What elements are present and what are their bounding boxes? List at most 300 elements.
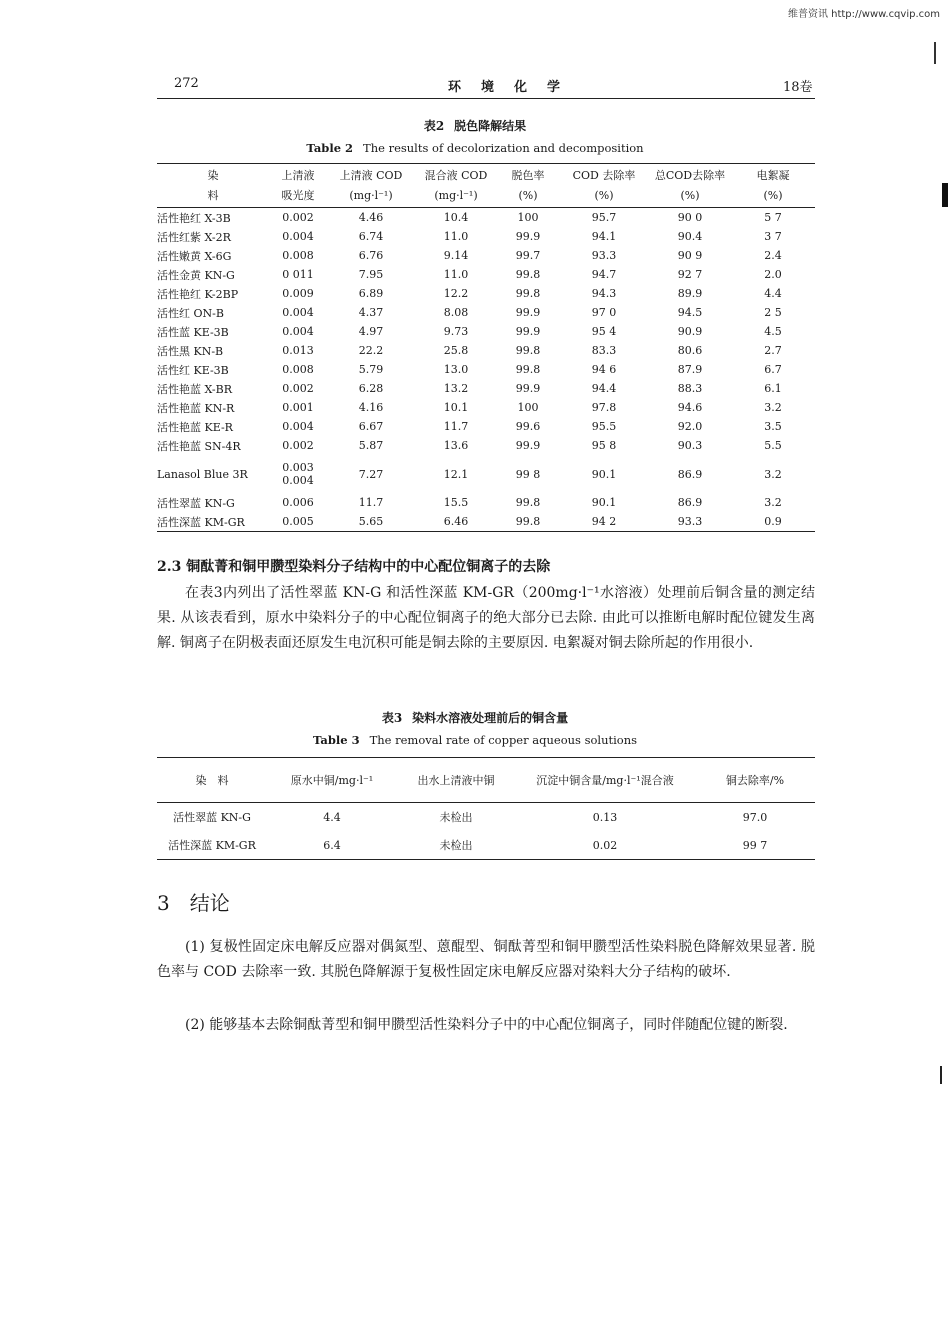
table2-header-cell: [559, 164, 649, 208]
table2-cell-line: 99.8: [515, 363, 541, 376]
table2-cell-line: 95 8: [591, 439, 617, 452]
table2-value-cell: [731, 341, 815, 360]
table2-cell-line: 9.14: [443, 249, 469, 262]
table2-cell-line: 0.002: [282, 439, 314, 452]
table2-value-cell: [269, 322, 327, 341]
table2-value-cell: [415, 227, 497, 246]
table2-value-cell: [415, 398, 497, 417]
table-row: [157, 284, 815, 303]
table2-cell-line: 97 0: [591, 306, 617, 319]
table2-value-cell: [649, 455, 731, 493]
table2-value-cell: [649, 379, 731, 398]
table2-value-cell: [649, 208, 731, 228]
table2-cell-line: 99.9: [515, 306, 541, 319]
table3-body: [157, 803, 815, 860]
table2-value-cell: [649, 284, 731, 303]
table2-value-cell: [497, 379, 559, 398]
table2-cell-line: 3.2: [764, 496, 782, 509]
table3-cell: 4.4: [323, 810, 341, 824]
table2-value-cell: [269, 493, 327, 512]
table2-value-cell: [559, 512, 649, 532]
table2-dye-cell: [157, 398, 269, 417]
table2-value-cell: [415, 455, 497, 493]
table2-cell-line: 99.9: [515, 382, 541, 395]
table3-cell: 6.4: [323, 838, 341, 852]
table2-header-line: 混合液 COD: [424, 168, 488, 182]
table2-cell-line: 90.9: [677, 325, 703, 338]
table2-value-cell: [559, 379, 649, 398]
table2-cell-line: 3.2: [764, 467, 782, 481]
table2-cell-line: 94 2: [591, 515, 617, 528]
page-number: 272: [174, 76, 199, 91]
table2-cell-line: 92.0: [677, 420, 703, 433]
table2-value-cell: [269, 436, 327, 455]
table2-cell-line: 92 7: [677, 268, 703, 281]
table2-cell-line: 3.2: [764, 401, 782, 414]
table2-header-line: (%): [763, 188, 783, 202]
table2-cell-line: 11.0: [443, 268, 469, 281]
table2-value-cell: [731, 417, 815, 436]
table2-value-cell: [415, 208, 497, 228]
table2-value-cell: [497, 341, 559, 360]
table2-header-line: 料: [207, 188, 219, 202]
table2-value-cell: [497, 246, 559, 265]
table2-value-cell: [497, 455, 559, 493]
table2-cell-line: 94.3: [591, 287, 617, 300]
table2-cell-line: 99.8: [515, 344, 541, 357]
table-row: [157, 417, 815, 436]
table2-cell-line: 0.002: [282, 211, 314, 224]
table2-cell-line: 2 5: [764, 306, 782, 319]
table2-value-cell: [327, 265, 415, 284]
table3-title-cn: 染料水溶液处理前后的铜含量: [412, 711, 569, 725]
table2-cell-line: 99.8: [515, 268, 541, 281]
table2-cell-line: 12.1: [443, 467, 469, 481]
table2-cell-line: 12.2: [443, 287, 469, 300]
table2-value-cell: [327, 493, 415, 512]
table2-cell-line: 25.8: [443, 344, 469, 357]
table2-cell-line: 0.004: [282, 420, 314, 433]
table2-value-cell: [649, 322, 731, 341]
table2-cell-line: 6.74: [358, 230, 384, 243]
table2-cell-line: 13.0: [443, 363, 469, 376]
table-row: [157, 322, 815, 341]
table2-cell-line: 94 6: [591, 363, 617, 376]
journal-title: 环境化学: [448, 80, 581, 95]
table2-value-cell: [327, 512, 415, 532]
table2-value-cell: [327, 341, 415, 360]
table-row: [157, 208, 815, 228]
table2-cell-line: 99.6: [515, 420, 541, 433]
table2-value-cell: [269, 265, 327, 284]
table2-value-cell: [731, 493, 815, 512]
table2-value-cell: [269, 512, 327, 532]
table2-value-cell: [415, 265, 497, 284]
section-2-3-paragraph: 在表3内列出了活性翠蓝 KN-G 和活性深蓝 KM-GR（200mg·l⁻¹水溶液）处理前后铜含量的测定结果. 从该表看到，原水中染料分子的中心配位铜离子的绝大部分已去除. 由此可以推断电解时配位键发生离解. 铜离子在阴极表面还原发生电沉积可能是铜去除的主要原因. 电絮凝对铜去除所起的作用很小.: [157, 585, 815, 651]
table2-cell-line: 94.1: [591, 230, 617, 243]
table-row: [157, 303, 815, 322]
table2-cell-line: 6.67: [358, 420, 384, 433]
table2-value-cell: [497, 398, 559, 417]
table2-value-cell: [649, 341, 731, 360]
table2-caption-en: [0, 141, 950, 155]
table2-value-cell: [415, 341, 497, 360]
table2-cell-line: 100: [517, 211, 539, 224]
table2-cell-line: 15.5: [443, 496, 469, 509]
table2-value-cell: [559, 398, 649, 417]
table2-value-cell: [269, 341, 327, 360]
table2-value-cell: [415, 303, 497, 322]
table2-header-line: (%): [518, 188, 538, 202]
table2-cell-line: 0.004: [282, 230, 314, 243]
table2-value-cell: [731, 512, 815, 532]
table2-cell-line: 86.9: [677, 496, 703, 509]
table2-cell-line: 4.4: [764, 287, 782, 300]
table3-cell: 99 7: [742, 838, 768, 852]
table2-cell-line: 活性翠蓝 KN-G: [157, 496, 235, 510]
table2-cell-line: 97.8: [591, 401, 617, 414]
table2-cell-line: 0.006: [282, 496, 314, 509]
table2-cell-line: 0.013: [282, 344, 314, 357]
table2-value-cell: [269, 227, 327, 246]
table2-value-cell: [731, 284, 815, 303]
table2-value-cell: [327, 284, 415, 303]
table2-value-cell: [731, 265, 815, 284]
table2-value-cell: [731, 246, 815, 265]
table3-caption-en: [0, 733, 950, 747]
table2-value-cell: [269, 246, 327, 265]
table3-title-en: The removal rate of copper aqueous solutions: [369, 733, 638, 747]
table2-header-line: 吸光度: [281, 188, 315, 202]
table-row: [157, 398, 815, 417]
table-row: [157, 831, 815, 860]
table3-header-cell: 原水中铜/mg·l⁻¹: [290, 774, 374, 787]
table2-cell-line: 89.9: [677, 287, 703, 300]
table2-cell-line: 9.73: [443, 325, 469, 338]
table2-cell-line: 95.7: [591, 211, 617, 224]
table2-value-cell: [559, 417, 649, 436]
table2-value-cell: [731, 455, 815, 493]
table2-value-cell: [415, 379, 497, 398]
table-row: [157, 265, 815, 284]
table2-cell-line: 99.9: [515, 439, 541, 452]
table2-value-cell: [497, 417, 559, 436]
table2-value-cell: [415, 493, 497, 512]
table2-dye-cell: [157, 265, 269, 284]
table2-value-cell: [649, 246, 731, 265]
table2-title-cn: 脱色降解结果: [454, 119, 527, 133]
table2-cell-line: 86.9: [677, 467, 703, 481]
table2-value-cell: [559, 265, 649, 284]
table3-cell: 活性深蓝 KM-GR: [168, 839, 256, 852]
table3-header-row: [157, 758, 815, 803]
table2-value-cell: [269, 455, 327, 493]
table2-dye-cell: [157, 303, 269, 322]
table2-header-line: 上清液: [281, 168, 315, 182]
table2-value-cell: [327, 379, 415, 398]
table2-cell-line: 活性艳蓝 KE-R: [157, 420, 233, 434]
table2-value-cell: [649, 303, 731, 322]
table2-label-cn: 表2: [423, 119, 445, 133]
table-row: [157, 455, 815, 493]
table2-cell-line: 活性艳红 X-3B: [157, 211, 231, 225]
table2-value-cell: [731, 379, 815, 398]
table2-cell-line: 90.1: [591, 467, 617, 481]
table2-cell-line: 100: [517, 401, 539, 414]
table2-dye-cell: [157, 455, 269, 493]
table2-cell-line: 7.95: [358, 268, 384, 281]
conclusion-item-1: (1) 复极性固定床电解反应器对偶氮型、蒽醌型、铜酞菁型和铜甲臜型活性染料脱色降解效果显著. 脱色率与 COD 去除率一致. 其脱色降解源于复极性固定床电解反应器对染料大分子结构的破坏.: [157, 939, 815, 980]
table2-header-cell: [157, 164, 269, 208]
table2-dye-cell: [157, 246, 269, 265]
table2-cell-line: 99.8: [515, 287, 541, 300]
table2-value-cell: [559, 436, 649, 455]
table2-cell-line: 10.4: [443, 211, 469, 224]
table2-value-cell: [327, 417, 415, 436]
table2-value-cell: [559, 227, 649, 246]
table2-value-cell: [497, 360, 559, 379]
table2-value-cell: [327, 227, 415, 246]
table2-header-cell: [497, 164, 559, 208]
table2-value-cell: [269, 303, 327, 322]
table2-cell-line: 活性艳红 K-2BP: [157, 287, 239, 301]
table2-value-cell: [649, 360, 731, 379]
table2-cell-line: 0.004: [282, 306, 314, 319]
section-3-title: 结论: [189, 891, 230, 915]
table2-header-line: (mg·l⁻¹): [349, 188, 393, 202]
table2-value-cell: [649, 493, 731, 512]
table2-value-cell: [269, 379, 327, 398]
table2-value-cell: [559, 208, 649, 228]
table2-cell-line: 5.5: [764, 439, 782, 452]
table2-cell-line: 8.08: [443, 306, 469, 319]
table2-dye-cell: [157, 322, 269, 341]
table2-cell-line: 0.005: [282, 515, 314, 528]
table2-header-line: COD 去除率: [572, 168, 636, 182]
table2-value-cell: [327, 246, 415, 265]
table2-value-cell: [731, 322, 815, 341]
table2-cell-line: 6.46: [443, 515, 469, 528]
table2-cell-line: 99.8: [515, 496, 541, 509]
table2-cell-line: 5 7: [764, 211, 782, 224]
table2-header-cell: [731, 164, 815, 208]
table2-cell-line: 99 8: [515, 467, 541, 481]
table3-header-cell: 染 料: [195, 774, 229, 787]
table2-dye-cell: [157, 436, 269, 455]
table-row: [157, 246, 815, 265]
table2-cell-line: 3.5: [764, 420, 782, 433]
table3-header-cell: 铜去除率/%: [725, 774, 785, 787]
table2-value-cell: [269, 284, 327, 303]
table2-value-cell: [497, 512, 559, 532]
table2-dye-cell: [157, 208, 269, 228]
table2-cell-line: 活性艳蓝 X-BR: [157, 382, 233, 396]
table2-body: [157, 208, 815, 532]
table2-cell-line: 4.16: [358, 401, 384, 414]
table2-caption-cn: [0, 117, 950, 134]
table2-cell-line: 93.3: [591, 249, 617, 262]
table2-cell-line: 11.7: [358, 496, 384, 509]
table2-value-cell: [327, 208, 415, 228]
table2-cell-line: 94.6: [677, 401, 703, 414]
table2-cell-line: 6.7: [764, 363, 782, 376]
table2-header-line: 上清液 COD: [339, 168, 403, 182]
table2-value-cell: [497, 227, 559, 246]
table2-value-cell: [731, 360, 815, 379]
table2-cell-line: 3 7: [764, 230, 782, 243]
table2-header-cell: [415, 164, 497, 208]
table2-value-cell: [731, 303, 815, 322]
table2-cell-line: 94.4: [591, 382, 617, 395]
table2-header-line: 染: [207, 168, 219, 182]
table2-cell-line: 活性深蓝 KM-GR: [157, 515, 245, 529]
table2-cell-line: 6.28: [358, 382, 384, 395]
table2-cell-line: 90.4: [677, 230, 703, 243]
table2-value-cell: [327, 322, 415, 341]
table2-value-cell: [559, 322, 649, 341]
table2-cell-line: 95 4: [591, 325, 617, 338]
scan-edge-mark-mid: [942, 183, 948, 207]
table2-cell-line: 7.27: [358, 467, 384, 481]
table2-value-cell: [269, 360, 327, 379]
table2-cell-line: 94.5: [677, 306, 703, 319]
table2-cell-line: 6.76: [358, 249, 384, 262]
table3-cell: 0.13: [592, 810, 618, 824]
table2-value-cell: [559, 284, 649, 303]
table2-value-cell: [497, 322, 559, 341]
table2-cell-line: 80.6: [677, 344, 703, 357]
table3-caption-cn: [0, 709, 950, 726]
table2-value-cell: [415, 512, 497, 532]
table-row: [157, 493, 815, 512]
table2-cell-line: 活性艳蓝 KN-R: [157, 401, 235, 415]
table2-value-cell: [327, 436, 415, 455]
table2-cell-line: 4.97: [358, 325, 384, 338]
table2-cell-line: 99.9: [515, 325, 541, 338]
table2-cell-line: 活性艳蓝 SN-4R: [157, 439, 241, 453]
table2-value-cell: [559, 303, 649, 322]
table2-cell-line: 0.009: [282, 287, 314, 300]
table2-value-cell: [269, 208, 327, 228]
table-row: [157, 512, 815, 532]
table2-cell-line: 0.008: [282, 249, 314, 262]
table2-value-cell: [415, 360, 497, 379]
table2-value-cell: [731, 227, 815, 246]
table2-cell-line: 0.003: [282, 461, 314, 474]
section-3-heading: [157, 887, 250, 916]
volume: 18卷: [783, 80, 813, 95]
table2-cell-line: 0 011: [282, 268, 314, 281]
table-row: [157, 379, 815, 398]
table2-cell-line: 0.001: [282, 401, 314, 414]
table2-header-line: 脱色率: [511, 168, 545, 182]
table2-cell-line: 2.4: [764, 249, 782, 262]
table2-header-line: (%): [680, 188, 700, 202]
table2-cell-line: 活性蓝 KE-3B: [157, 325, 229, 339]
table2-cell-line: Lanasol Blue 3R: [157, 467, 248, 481]
table2-cell-line: 90.1: [591, 496, 617, 509]
table2-header-line: (mg·l⁻¹): [434, 188, 478, 202]
table2-cell-line: 99.9: [515, 230, 541, 243]
table2-value-cell: [649, 512, 731, 532]
table3-header-cell: 出水上清液中铜: [417, 774, 495, 787]
table2-value-cell: [327, 455, 415, 493]
table2-value-cell: [649, 398, 731, 417]
table2-cell-line: 90 0: [677, 211, 703, 224]
table2-header-row: [157, 164, 815, 208]
table2-cell-line: 活性红 ON-B: [157, 306, 224, 320]
table2-cell-line: 13.2: [443, 382, 469, 395]
table3-cell: 0.02: [592, 838, 618, 852]
section-3-number: 3: [157, 891, 170, 915]
table2-label-en: Table 2: [306, 141, 354, 155]
section-2-3-heading: 2.3 铜酞菁和铜甲臜型染料分子结构中的中心配位铜离子的去除: [157, 559, 551, 575]
table2-cell-line: 6.89: [358, 287, 384, 300]
table2-value-cell: [415, 436, 497, 455]
table2-cell-line: 94.7: [591, 268, 617, 281]
table2-value-cell: [649, 436, 731, 455]
table2-cell-line: 88.3: [677, 382, 703, 395]
table2-cell-line: 11.0: [443, 230, 469, 243]
table2-cell-line: 83.3: [591, 344, 617, 357]
table2-value-cell: [497, 493, 559, 512]
table-row: [157, 341, 815, 360]
table2: [157, 163, 815, 532]
table2-value-cell: [269, 417, 327, 436]
table2-value-cell: [649, 417, 731, 436]
table2-value-cell: [497, 265, 559, 284]
table2-cell-line: 99.8: [515, 515, 541, 528]
table2-cell-line: 2.7: [764, 344, 782, 357]
table2-cell-line: 活性红紫 X-2R: [157, 230, 231, 244]
table2-value-cell: [327, 360, 415, 379]
table3-cell: 未检出: [439, 839, 473, 852]
table2-header-cell: [269, 164, 327, 208]
table2-value-cell: [327, 398, 415, 417]
table-row: [157, 227, 815, 246]
table2-cell-line: 95.5: [591, 420, 617, 433]
table2-cell-line: 0.004: [282, 325, 314, 338]
table2-cell-line: 99.7: [515, 249, 541, 262]
table2-value-cell: [415, 322, 497, 341]
table2-value-cell: [497, 303, 559, 322]
table2-dye-cell: [157, 379, 269, 398]
table2-cell-line: 0.9: [764, 515, 782, 528]
table2-cell-line: 活性黑 KN-B: [157, 344, 224, 358]
scan-edge-mark-bottom: [940, 1066, 946, 1084]
table2-cell-line: 0.002: [282, 382, 314, 395]
table2-header-cell: [649, 164, 731, 208]
table2-value-cell: [559, 360, 649, 379]
table2-value-cell: [497, 208, 559, 228]
table2-cell-line: 5.65: [358, 515, 384, 528]
table2-cell-line: 0.008: [282, 363, 314, 376]
table2-cell-line: 4.5: [764, 325, 782, 338]
table2-value-cell: [497, 284, 559, 303]
table2-cell-line: 93.3: [677, 515, 703, 528]
table3-cell: 未检出: [439, 811, 473, 824]
watermark: 维普资讯 http://www.cqvip.com: [787, 9, 940, 20]
table-row: [157, 436, 815, 455]
table2-cell-line: 6.1: [764, 382, 782, 395]
table2-value-cell: [559, 341, 649, 360]
table2-cell-line: 活性嫩黄 X-6G: [157, 249, 232, 263]
table2-value-cell: [559, 493, 649, 512]
table2-cell-line: 5.87: [358, 439, 384, 452]
table2-cell-line: 活性金黄 KN-G: [157, 268, 235, 282]
table2-dye-cell: [157, 284, 269, 303]
table2-cell-line: 87.9: [677, 363, 703, 376]
